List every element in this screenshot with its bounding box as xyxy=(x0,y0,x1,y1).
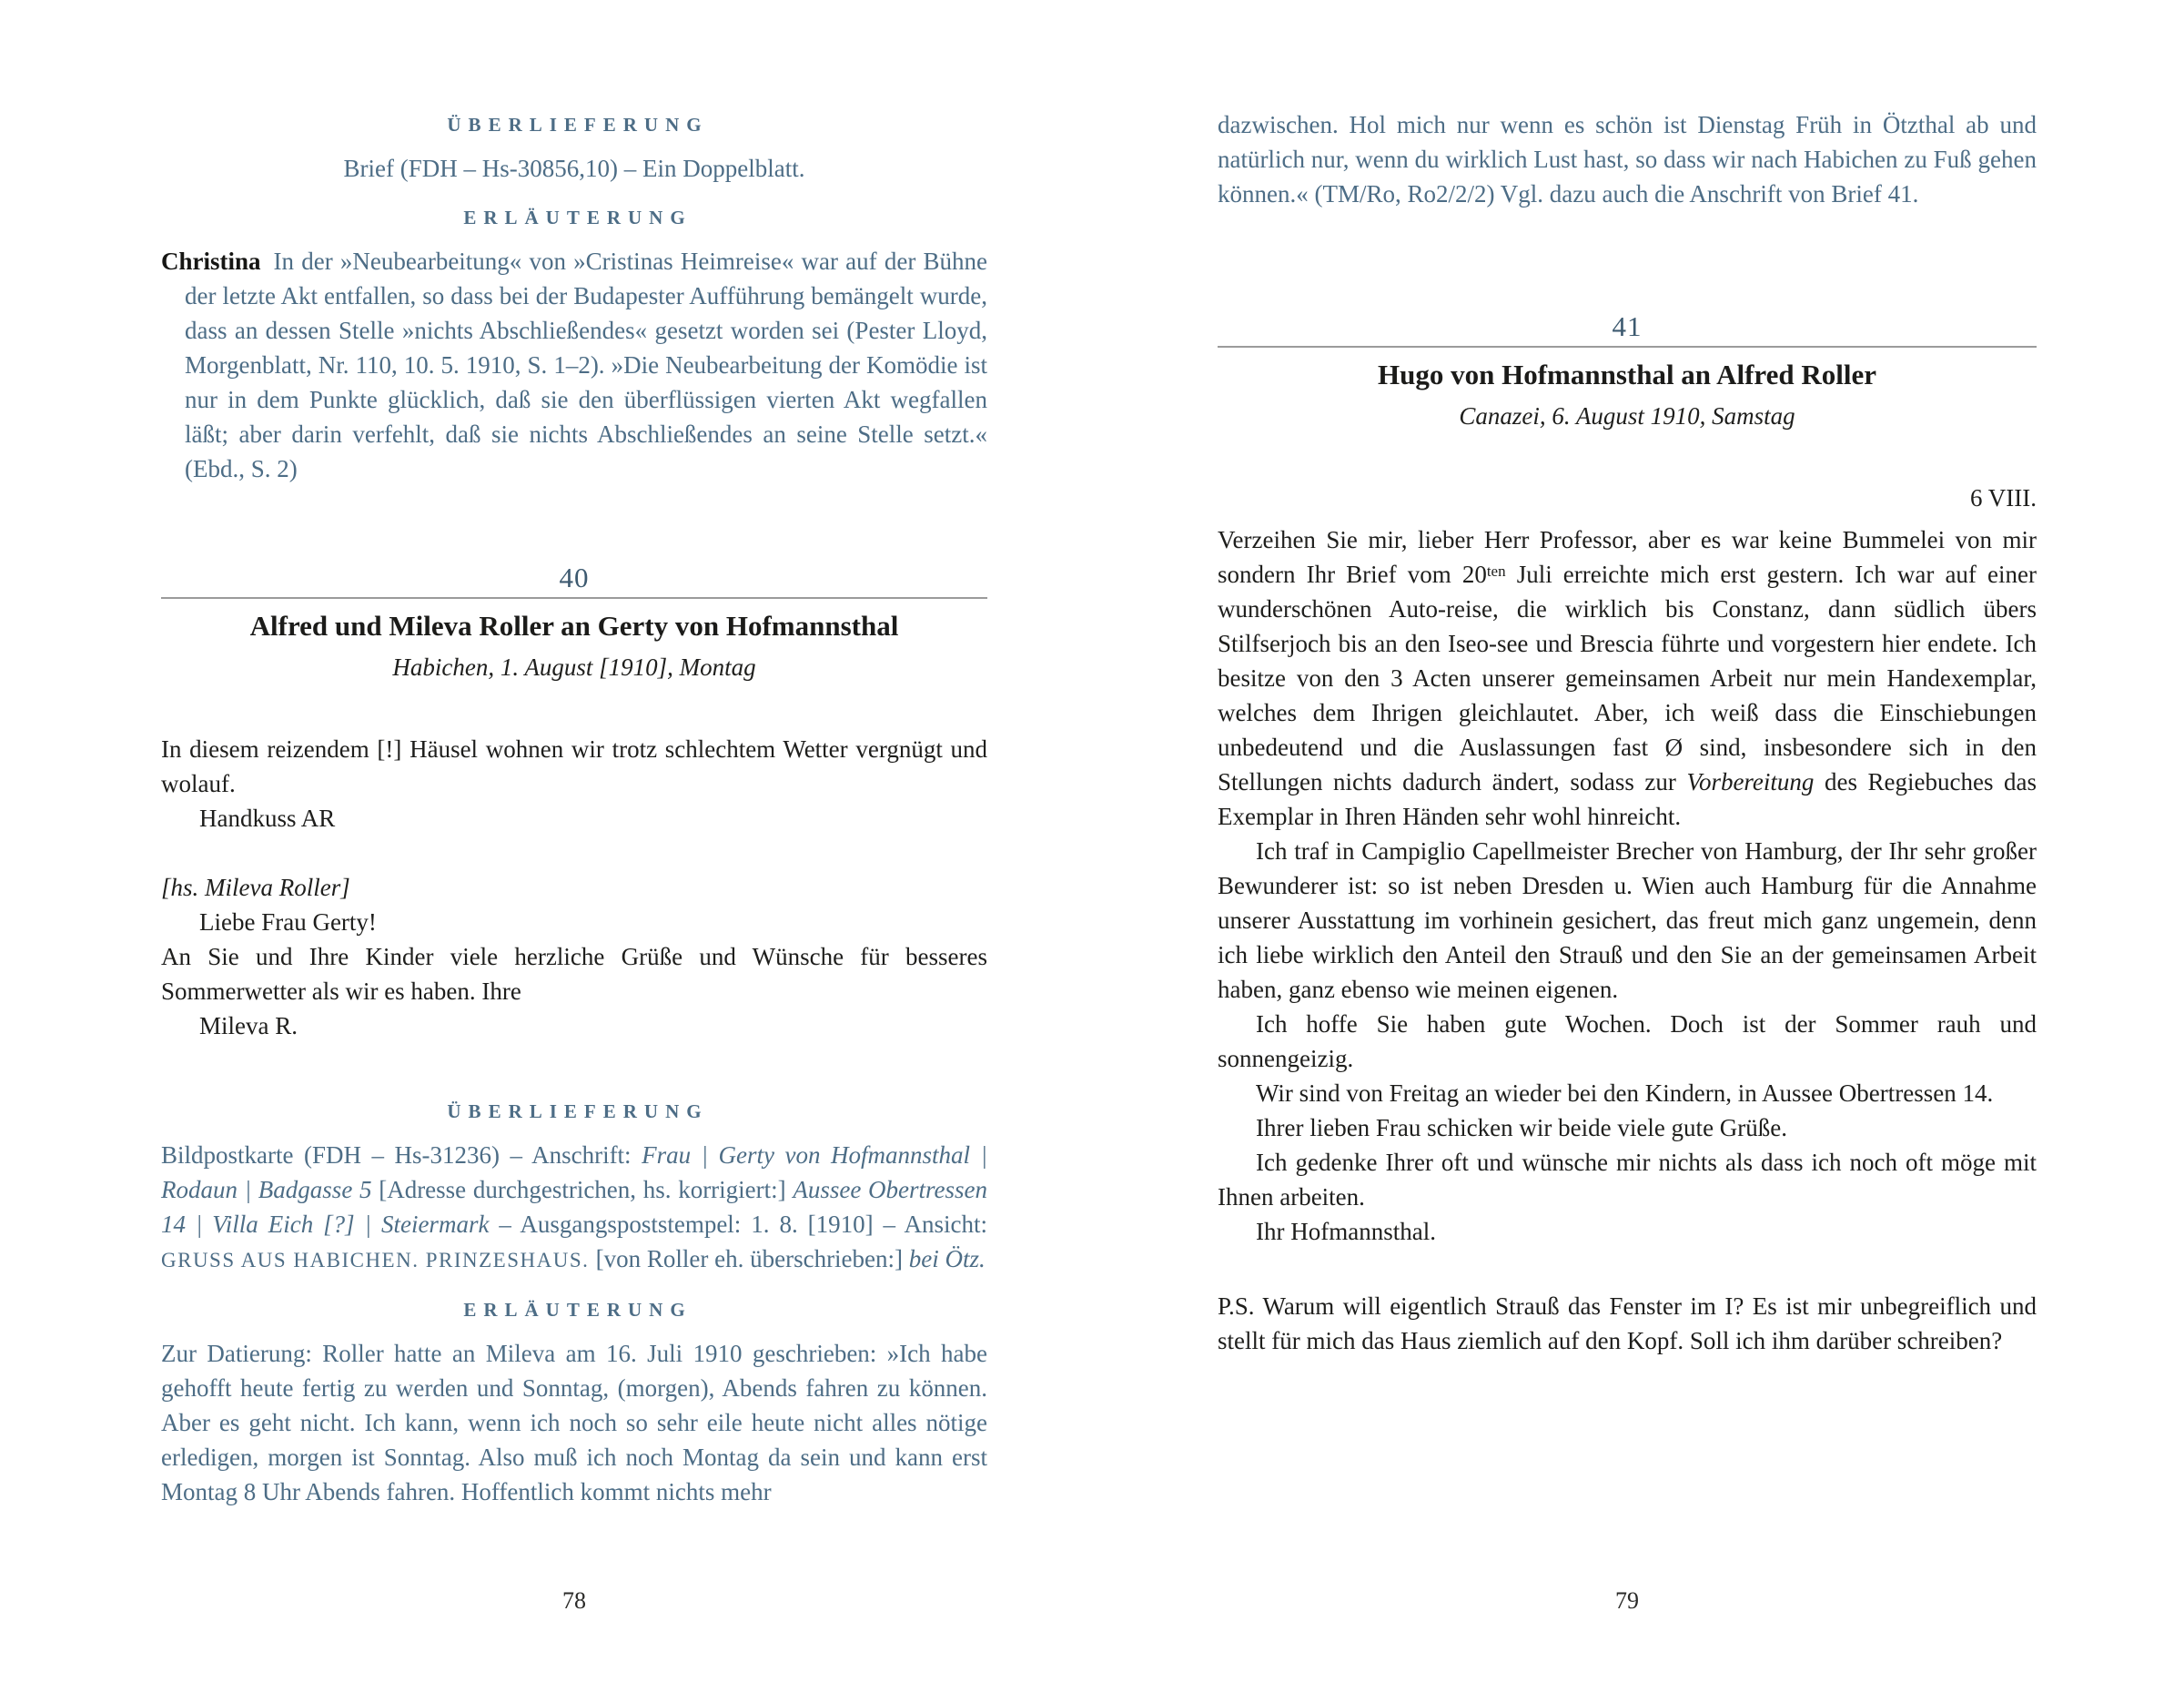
text-segment: GRUSS AUS HABICHEN. PRINZESHAUS. xyxy=(161,1249,596,1272)
letter-paragraph: Mileva R. xyxy=(199,1012,298,1039)
letter-paragraph: An Sie und Ihre Kinder viele herzliche Grüße und Wünsche für besseres Sommerwetter als wir es haben. Ihre xyxy=(161,943,987,1005)
letter-paragraph: Ihr Hofmannsthal. xyxy=(1256,1218,1436,1245)
text-segment: Bildpostkarte (FDH – Hs-31236) – Anschrift: xyxy=(161,1141,642,1169)
letter-41 xyxy=(1218,309,2037,1358)
letter-title: Hugo von Hofmannsthal an Alfred Roller xyxy=(1377,359,1876,390)
ueberlieferung-text-2 xyxy=(161,1138,987,1278)
letter-paragraph: Liebe Frau Gerty! xyxy=(199,908,377,936)
letter-paragraph: Ich gedenke Ihrer oft und wünsche mir nichts als dass ich noch oft möge mit Ihnen arbeiten. xyxy=(1218,1149,2037,1211)
text-segment: Verzeihen Sie mir, lieber Herr Professor, aber es war keine Bummelei von mir sondern Ihr Brief vom 20 xyxy=(1218,526,2037,588)
superscript-ten: ten xyxy=(1486,562,1506,580)
letter-40 xyxy=(161,561,987,1043)
letter-paragraph: Ihrer lieben Frau schicken wir beide viele gute Grüße. xyxy=(1256,1114,1788,1141)
page-number-left: 78 xyxy=(562,1587,586,1614)
letter-postscript: P.S. Warum will eigentlich Strauß das Fenster im I? Es ist mir unbegreiflich und stellt für mich das Haus ziemlich auf den Kopf. Soll ich ihm darüber schreiben? xyxy=(1218,1292,2037,1354)
ueberlieferung-heading-1: ÜBERLIEFERUNG xyxy=(447,114,709,136)
page-right xyxy=(1092,0,2184,1682)
ueberlieferung-heading-2: ÜBERLIEFERUNG xyxy=(447,1100,709,1122)
letter-paragraph: Wir sind von Freitag an wieder bei den Kindern, in Aussee Obertressen 14. xyxy=(1256,1079,1994,1107)
text-segment: Vorbereitung xyxy=(1686,768,1815,795)
text-segment: des Regiebuches das Exemplar in Ihren Händen sehr wohl hinreicht. xyxy=(1218,768,2037,830)
text-segment: – Ausgangspoststempel: 1. 8. [1910] – Ansicht: xyxy=(499,1211,987,1238)
text-segment: Aussee Obertressen 14 | Villa Eich [?] | Steiermark xyxy=(161,1176,987,1238)
text-segment: In der »Neubearbeitung« von »Cristinas Heimreise« war auf der Bühne der letzte Akt entfallen, so dass bei der Budapester Aufführung bemängelt wurde, dass an dessen Stelle »nichts Abschließendes« gesetzt worden sei (Pester Lloyd, Morgenblatt, Nr. 110, 10. 5. 1910, S. 1–2). »Die Neubearbeitung der Komödie ist nur in dem Punkte glücklich, daß sie den überflüssigen vierten Akt wegfallen läßt; aber darin verfehlt, daß sie nichts Abschließendes an seine Stelle setzt.« (Ebd., S. 2) xyxy=(185,248,987,482)
erlaeuterung-heading-2: ERLÄUTERUNG xyxy=(463,1299,693,1321)
letter-paragraph: Handkuss AR xyxy=(199,805,336,832)
text-segment: bei Ötz. xyxy=(908,1245,986,1272)
lemma-christina: Christina xyxy=(161,248,261,275)
text-segment: [Adresse durchgestrichen, hs. korrigiert:] xyxy=(379,1176,794,1203)
text-column-right xyxy=(1218,107,2037,1358)
text-segment: Juli erreichte mich erst gestern. Ich war auf einer wunderschönen Auto-reise, die wirklich bis Constanz, dann südlich übers Stilfserjoch bis an den Iseo-see und Brescia führte und vorgestern hier endete. Ich besitze von den 3 Acten unserer gemeinsamen Arbeit nur mein Handexemplar, welches dem Ihrigen gleichlautet. Aber, ich weiß dass die Einschiebungen unbedeutend und die Auslassungen fast Ø sind, insbesondere sich in den Stellungen nichts dadurch ändert, sodass zur xyxy=(1218,561,2037,795)
letter-paragraph xyxy=(1218,522,2037,834)
page-number-right: 79 xyxy=(1615,1587,1639,1614)
letter-number: 41 xyxy=(1612,310,1643,342)
erlaeuterung-continuation: dazwischen. Hol mich nur wenn es schön ist Dienstag Früh in Ötzthal ab und natürlich nur, wenn du wirklich Lust hast, so dass wir nach Habichen zu Fuß gehen können.« (TM/Ro, Ro2/2/2) Vgl. dazu auch die Anschrift von Brief 41. xyxy=(1218,111,2037,208)
letter-title: Alfred und Mileva Roller an Gerty von Hofmannsthal xyxy=(249,610,899,642)
erlaeuterung-text-2: Zur Datierung: Roller hatte an Mileva am 16. Juli 1910 geschrieben: »Ich habe gehofft heute fertig zu werden und Sonntag, (morgen), Abends fahren zu können. Aber es geht nicht. Ich kann, wenn ich noch so sehr eile heute nicht alles nötige erledigen, morgen ist Sonntag. Also muß ich noch Montag da sein und kann erst Montag 8 Uhr Abends fahren. Hoffentlich kommt nichts mehr xyxy=(161,1340,987,1505)
letter-date-note: 6 VIII. xyxy=(1970,484,2037,512)
letter-paragraph: [hs. Mileva Roller] xyxy=(161,874,350,901)
ueberlieferung-text-1: Brief (FDH – Hs-30856,10) – Ein Doppelblatt. xyxy=(343,155,805,182)
apparatus-letter-40 xyxy=(161,1094,987,1509)
erlaeuterung-heading-1: ERLÄUTERUNG xyxy=(463,207,693,228)
letter-dateline: Habichen, 1. August [1910], Montag xyxy=(392,654,756,681)
letter-paragraph: In diesem reizendem [!] Häusel wohnen wir trotz schlechtem Wetter vergnügt und wolauf. xyxy=(161,735,987,797)
letter-dateline: Canazei, 6. August 1910, Samstag xyxy=(1459,402,1795,430)
text-column-left xyxy=(161,107,987,1509)
letter-number: 40 xyxy=(559,562,590,593)
text-segment: Frau | Gerty von Hofmannsthal | Rodaun | Badgasse 5 xyxy=(161,1141,988,1203)
erlaeuterung-text-1 xyxy=(161,244,987,486)
letter-rule xyxy=(1218,346,2037,348)
letter-paragraph: Ich traf in Campiglio Capellmeister Brecher von Hamburg, der Ihr sehr großer Bewunderer ist: so ist neben Dresden u. Wien auch Hamburg für die Annahme unserer Ausstattung im vorhinein gesichert, das freut mich ganz ungemein, denn ich liebe wirklich den Anteil den Strauß und den Sie an der gemeinsamen Arbeit haben, ganz ebenso wie meinen eigenen. xyxy=(1218,837,2037,1003)
letter-paragraph: Ich hoffe Sie haben gute Wochen. Doch ist der Sommer rauh und sonnengeizig. xyxy=(1218,1010,2037,1072)
text-segment: [von Roller eh. überschrieben:] xyxy=(595,1245,909,1272)
letter-rule xyxy=(161,597,987,599)
